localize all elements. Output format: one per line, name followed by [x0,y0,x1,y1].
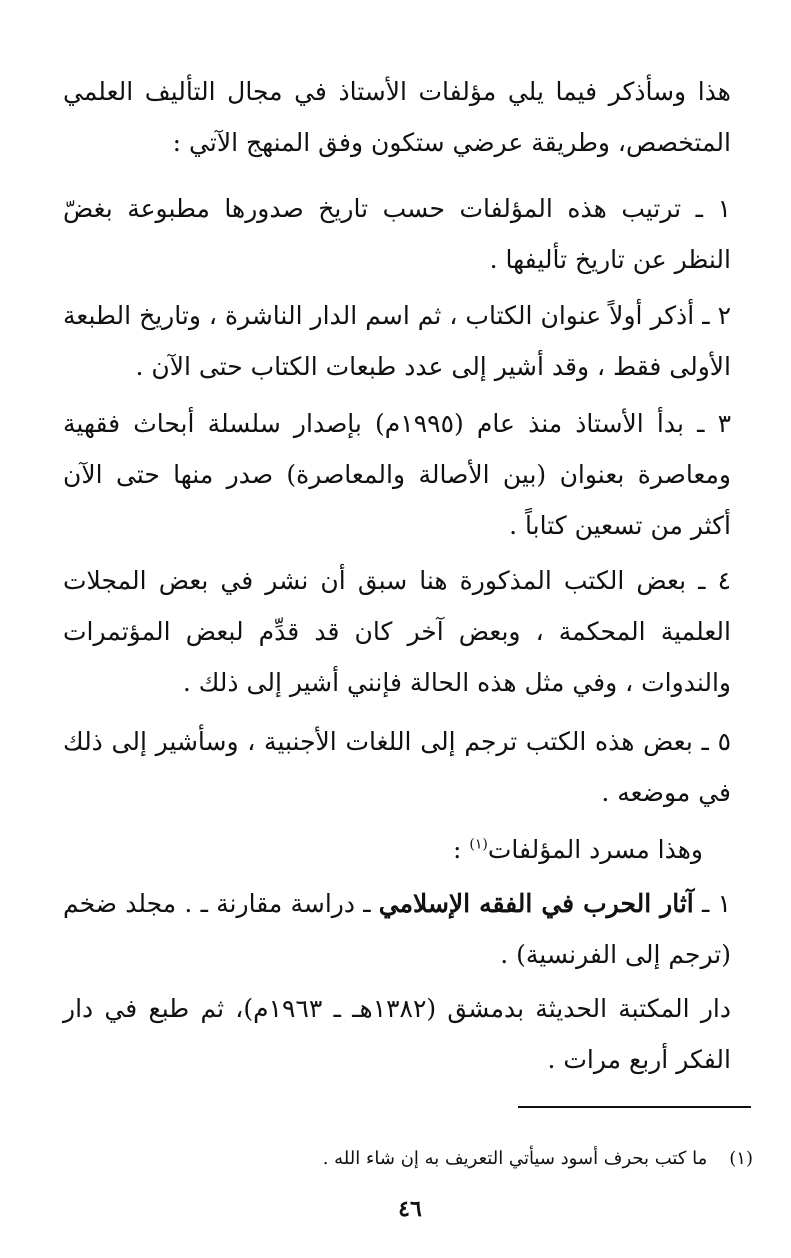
method-item-2: ٢ ـ أذكر أولاً عنوان الكتاب ، ثم اسم الدار الناشرة ، وتاريخ الطبعة الأولى فقط ، وقد أشير إلى عدد طبعات الكتاب حتى الآن . [63,301,731,381]
list-intro-colon: : [452,835,470,864]
list-intro [63,824,731,875]
book-description: ـ دراسة مقارنة ـ . مجلد ضخم (ترجم إلى الفرنسية) . [63,889,731,969]
method-item-3: ٣ ـ بدأ الأستاذ منذ عام (١٩٩٥م) بإصدار سلسلة أبحاث فقهية ومعاصرة بعنوان (بين الأصالة والمعاصرة) صدر منها حتى الآن أكثر من تسعين كتاباً . [63,409,731,540]
book-publisher-info: دار المكتبة الحديثة بدمشق (١٣٨٢هـ ـ ١٩٦٣م)، ثم طبع في دار الفكر أربع مرات . [63,994,732,1074]
footnote [63,1145,753,1173]
book-title: آثار الحرب في الفقه الإسلامي [378,889,694,918]
method-item-4: ٤ ـ بعض الكتب المذكورة هنا سبق أن نشر في بعض المجلات العلمية المحكمة ، وبعض آخر كان قد قدِّم لبعض المؤتمرات والندوات ، وفي مثل هذه الحالة فإنني أشير إلى ذلك . [63,566,731,697]
footnote-separator [518,1106,751,1108]
intro-paragraph: هذا وسأذكر فيما يلي مؤلفات الأستاذ في مجال التأليف العلمي المتخصص، وطريقة عرضي ستكون وفق المنهج الآتي : [63,77,731,157]
footnote-text: ما كتب بحرف أسود سيأتي التعريف به إن شاء الله . [322,1148,708,1169]
footnote-marker: (١) [469,836,488,853]
footnote-number: (١) [729,1148,753,1169]
method-item-1: ١ ـ ترتيب هذه المؤلفات حسب تاريخ صدورها مطبوعة بغضّ النظر عن تاريخ تأليفها . [63,194,731,274]
book-entry-1 [63,878,731,980]
book-number: ١ ـ [693,889,731,918]
page-number: ٤٦ [398,1196,422,1222]
method-item-5: ٥ ـ بعض هذه الكتب ترجم إلى اللغات الأجنبية ، وسأشير إلى ذلك في موضعه . [63,727,731,807]
list-intro-text: وهذا مسرد المؤلفات [487,835,703,864]
